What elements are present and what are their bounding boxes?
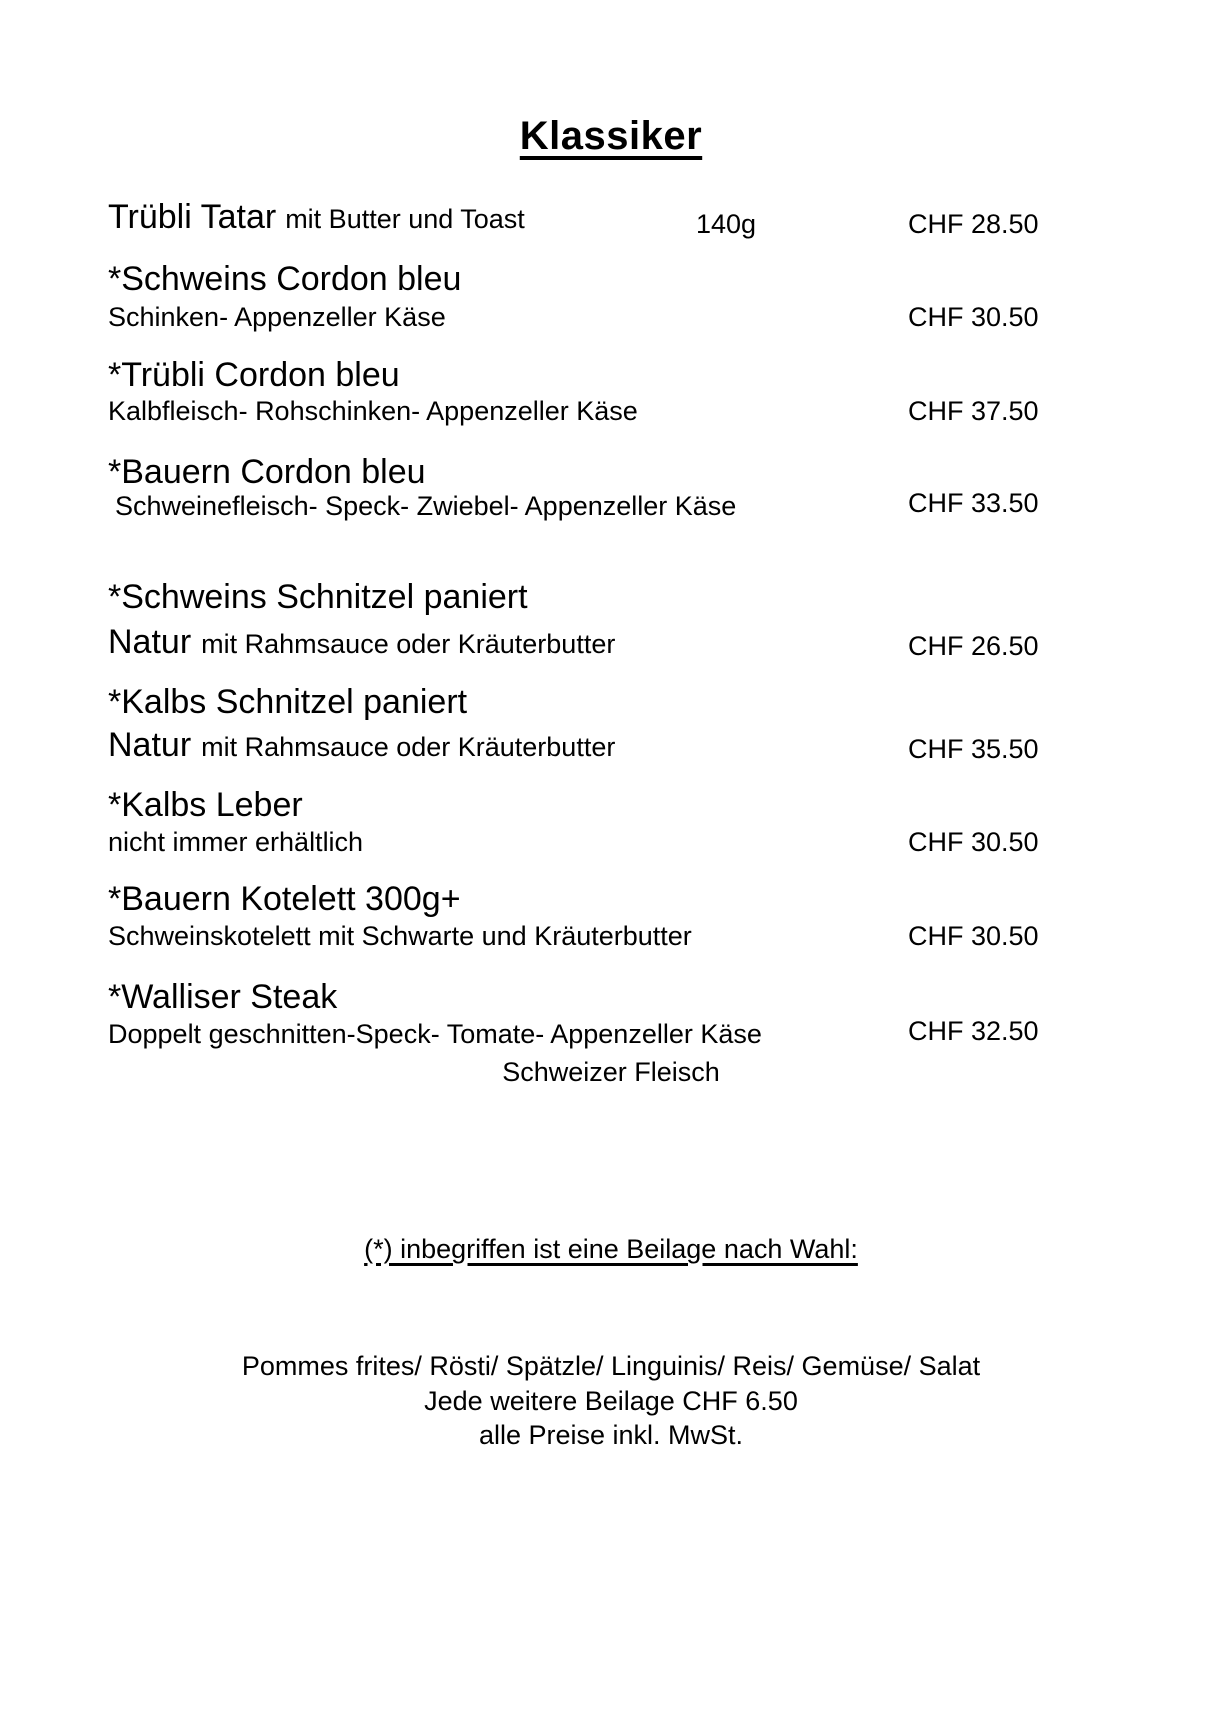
item-desc: Schweinskotelett mit Schwarte und Kräuterbutter (108, 921, 692, 951)
item-weight: 140g (696, 209, 757, 239)
item-desc-rest: mit Rahmsauce oder Kräuterbutter (201, 732, 616, 762)
item-name: *Kalbs Schnitzel paniert (108, 683, 468, 721)
item-price: CHF 30.50 (908, 302, 1039, 332)
item-name: *Bauern Kotelett 300g+ (108, 880, 461, 918)
sides-footnote: (*) inbegriffen ist eine Beilage nach Wahl: (364, 1234, 858, 1264)
extra-side-price: Jede weitere Beilage CHF 6.50 (424, 1386, 798, 1416)
item-name: *Trübli Cordon bleu (108, 356, 400, 394)
item-price: CHF 37.50 (908, 396, 1039, 426)
sides-list: Pommes frites/ Rösti/ Spätzle/ Linguinis/ Reis/ Gemüse/ Salat (241, 1351, 981, 1381)
item-name: Trübli Tatar (108, 198, 277, 236)
vat-note: alle Preise inkl. MwSt. (478, 1420, 744, 1450)
item-desc: Kalbfleisch- Rohschinken- Appenzeller Käse (108, 396, 638, 426)
item-name: *Bauern Cordon bleu (108, 453, 426, 491)
item-name: *Schweins Schnitzel paniert (108, 578, 528, 616)
item-price: CHF 30.50 (908, 827, 1039, 857)
item-desc (108, 623, 615, 662)
item-desc: nicht immer erhältlich (108, 827, 364, 857)
item-desc-line2: Schweizer Fleisch (502, 1057, 720, 1087)
item-name-suffix: mit Butter und Toast (285, 204, 525, 234)
item-price: CHF 32.50 (908, 1016, 1039, 1046)
item-name: *Walliser Steak (108, 978, 338, 1016)
item-desc: Schweinefleisch- Speck- Zwiebel- Appenzeller Käse (115, 491, 737, 521)
item-desc-lead: Natur (108, 623, 192, 661)
item-name: *Kalbs Leber (108, 786, 303, 824)
page-title: Klassiker (519, 114, 703, 158)
item-desc-rest: mit Rahmsauce oder Kräuterbutter (201, 629, 616, 659)
item-price: CHF 28.50 (908, 209, 1039, 239)
item-desc: Doppelt geschnitten-Speck- Tomate- Appenzeller Käse (108, 1019, 762, 1049)
item-name: *Schweins Cordon bleu (108, 260, 462, 298)
item-desc: Schinken- Appenzeller Käse (108, 302, 446, 332)
item-price: CHF 30.50 (908, 921, 1039, 951)
item-price: CHF 33.50 (908, 488, 1039, 518)
menu-item-name (108, 198, 525, 237)
item-price: CHF 35.50 (908, 734, 1039, 764)
item-desc (108, 726, 615, 765)
item-price: CHF 26.50 (908, 631, 1039, 661)
item-desc-lead: Natur (108, 726, 192, 764)
